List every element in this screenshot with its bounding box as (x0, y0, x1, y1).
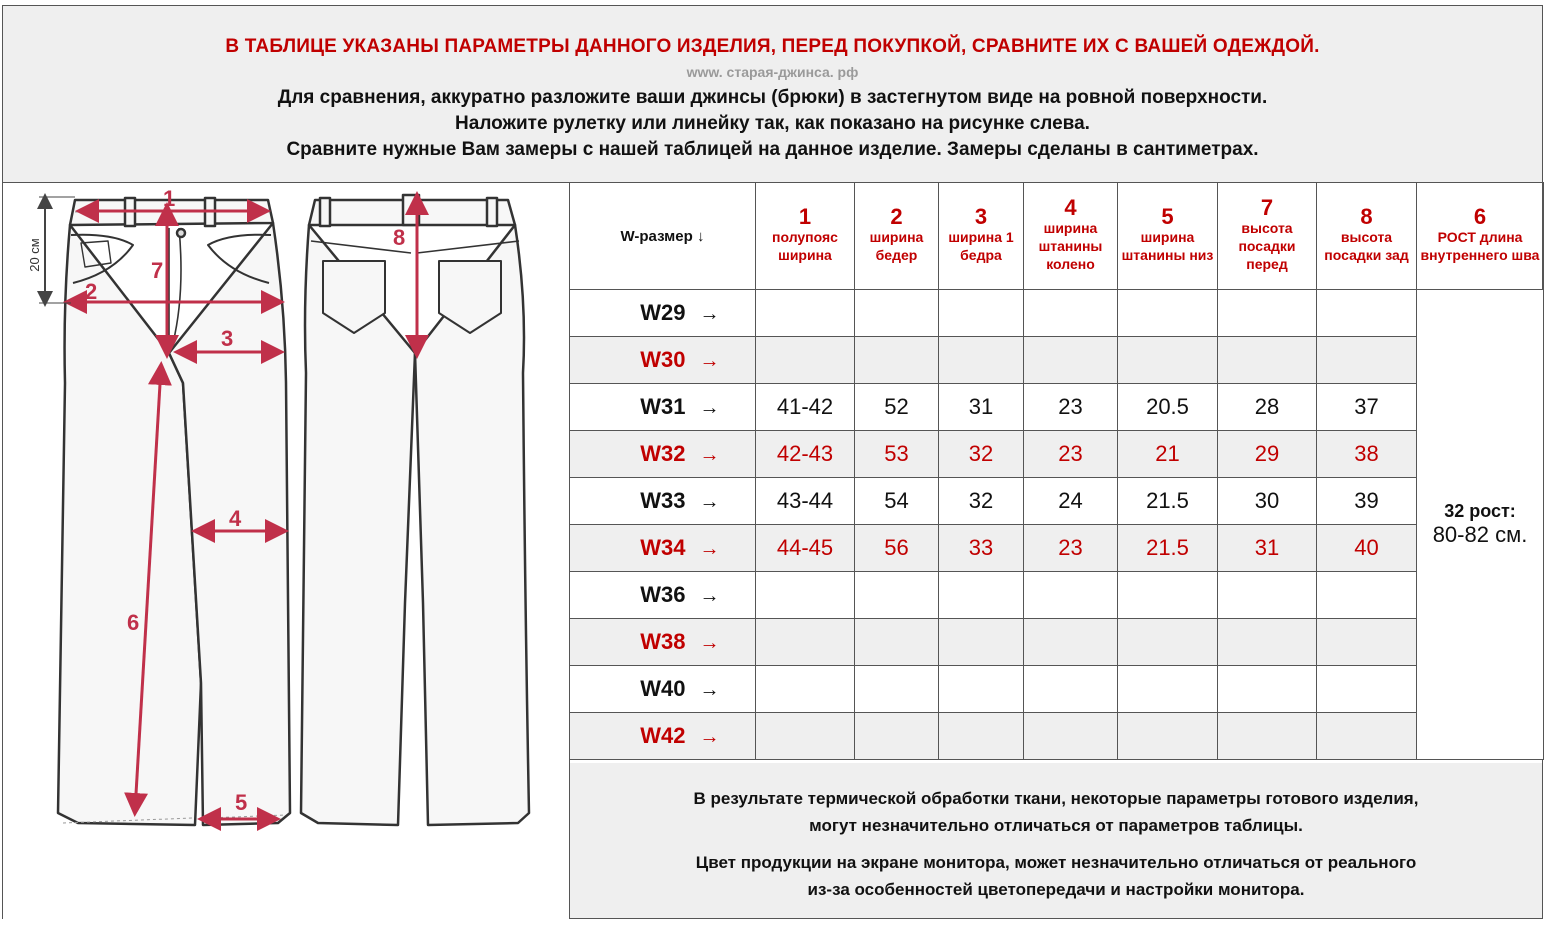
size-label: W32 (640, 441, 686, 466)
size-label: W33 (640, 488, 686, 513)
marker-7: 7 (151, 258, 164, 283)
back-view (301, 195, 529, 825)
measurement-cell: 32 (939, 431, 1024, 478)
measurement-cell: 30 (1218, 478, 1317, 525)
measurement-cell: 23 (1024, 384, 1118, 431)
arrow-right-icon: → (699, 397, 720, 419)
inseam-value: 80-82 см. (1432, 522, 1528, 547)
measurement-cell (1218, 290, 1317, 337)
measurement-cell (939, 290, 1024, 337)
measurement-diagram (3, 183, 570, 919)
jeans-illustration (3, 183, 569, 919)
size-column-header: W-размер ↓ (570, 183, 756, 290)
measurement-cell (1317, 619, 1417, 666)
warning-title: В ТАБЛИЦЕ УКАЗАНЫ ПАРАМЕТРЫ ДАННОГО ИЗДЕЛИЯ, ПЕРЕД ПОКУПКОЙ, СРАВНИТЕ ИХ С ВАШЕЙ ОДЕЖДОЙ. (225, 36, 1320, 57)
measurement-cell: 33 (939, 525, 1024, 572)
measurement-cell (1317, 713, 1417, 760)
measurement-cell: 31 (1218, 525, 1317, 572)
measurement-cell: 23 (1024, 525, 1118, 572)
size-cell (570, 290, 756, 337)
measurement-cell: 41-42 (756, 384, 855, 431)
size-cell (570, 572, 756, 619)
measurement-cell: 56 (855, 525, 939, 572)
measurement-cell (855, 666, 939, 713)
column-header: 8 высота посадки зад (1317, 183, 1417, 290)
arrow-right-icon: → (699, 632, 720, 654)
arrow-right-icon: → (699, 303, 720, 325)
disclaimer-line: Цвет продукции на экране монитора, может незначительно отличаться от реального (695, 853, 1417, 872)
measurement-cell (1317, 572, 1417, 619)
table-row (570, 431, 1544, 478)
measurement-cell (855, 713, 939, 760)
measurement-cell (1024, 572, 1118, 619)
table-row (570, 290, 1544, 337)
size-label: W31 (640, 394, 686, 419)
table-row (570, 713, 1544, 760)
measurement-cell: 31 (939, 384, 1024, 431)
measurement-cell (756, 619, 855, 666)
size-cell (570, 478, 756, 525)
measurement-cell: 20.5 (1118, 384, 1218, 431)
size-label: W29 (640, 300, 686, 325)
measurement-cell: 44-45 (756, 525, 855, 572)
measurement-cell (939, 619, 1024, 666)
measurement-cell: 54 (855, 478, 939, 525)
measurement-cell (1024, 290, 1118, 337)
measurement-cell: 53 (855, 431, 939, 478)
table-row (570, 337, 1544, 384)
arrow-right-icon: → (699, 350, 720, 372)
measurement-cell: 24 (1024, 478, 1118, 525)
measurement-cell (855, 290, 939, 337)
arrow-right-icon: → (699, 726, 720, 748)
measurement-cell: 42-43 (756, 431, 855, 478)
instruction-line-3: Сравните нужные Вам замеры с нашей таблицей на данное изделие. Замеры сделаны в сантиметрах. (286, 139, 1259, 160)
measurement-cell (1317, 290, 1417, 337)
column-header: 5 ширина штанины низ (1118, 183, 1218, 290)
size-label: W40 (640, 676, 686, 701)
marker-6: 6 (127, 610, 140, 635)
table-row (570, 666, 1544, 713)
measurement-cell (756, 713, 855, 760)
column-header: 2 ширина бедер (855, 183, 939, 290)
column-header: 4 ширина штанины колено (1024, 183, 1118, 290)
measurement-cell (1218, 666, 1317, 713)
measurement-cell (1024, 713, 1118, 760)
measurement-cell (1118, 572, 1218, 619)
arrow-right-icon: → (699, 585, 720, 607)
marker-8: 8 (393, 225, 406, 250)
instruction-line-1: Для сравнения, аккуратно разложите ваши джинсы (брюки) в застегнутом виде на ровной поверхности. (277, 87, 1268, 108)
table-row (570, 572, 1544, 619)
disclaimer-line: из-за особенностей цветопередачи и настройки монитора. (807, 880, 1305, 899)
measurement-cell (1118, 666, 1218, 713)
measurement-cell (1024, 337, 1118, 384)
measurement-cell (939, 666, 1024, 713)
table-row (570, 525, 1544, 572)
measurement-cell: 38 (1317, 431, 1417, 478)
measurement-cell (1218, 713, 1317, 760)
size-label: W36 (640, 582, 686, 607)
measurement-cell (1118, 337, 1218, 384)
measurement-cell (855, 572, 939, 619)
inseam-title: 32 рост: (1444, 501, 1516, 521)
size-cell (570, 337, 756, 384)
measurement-cell: 37 (1317, 384, 1417, 431)
arrow-right-icon: → (699, 444, 720, 466)
measurement-cell (756, 290, 855, 337)
disclaimer-footer (570, 763, 1542, 918)
measurement-cell (1024, 619, 1118, 666)
size-cell (570, 713, 756, 760)
measurement-cell (939, 713, 1024, 760)
marker-3: 3 (221, 326, 234, 351)
measurement-cell: 43-44 (756, 478, 855, 525)
instructions-header (3, 6, 1542, 183)
measurement-cell (1118, 290, 1218, 337)
measurement-cell (756, 337, 855, 384)
arrow-right-icon: → (699, 679, 720, 701)
disclaimer-line: В результате термической обработки ткани, некоторые параметры готового изделия, (693, 789, 1419, 808)
measurement-cell: 39 (1317, 478, 1417, 525)
size-label: W30 (640, 347, 686, 372)
measurement-cell (1024, 666, 1118, 713)
marker-2: 2 (85, 279, 98, 304)
measurement-cell (855, 337, 939, 384)
size-label: W38 (640, 629, 686, 654)
column-header: 6 РОСТ длина внутреннего шва (1417, 183, 1544, 290)
measurement-cell: 23 (1024, 431, 1118, 478)
size-cell (570, 384, 756, 431)
instruction-line-2: Наложите рулетку или линейку так, как показано на рисунке слева. (455, 113, 1090, 134)
measurement-cell (1317, 337, 1417, 384)
height-label: 20 см (27, 238, 42, 272)
measurement-cell (939, 337, 1024, 384)
measurement-cell: 32 (939, 478, 1024, 525)
measurement-cell (756, 572, 855, 619)
measurement-cell (939, 572, 1024, 619)
measurement-cell (1118, 713, 1218, 760)
marker-4: 4 (229, 506, 242, 531)
measurement-cell: 29 (1218, 431, 1317, 478)
arrow-right-icon: → (699, 538, 720, 560)
size-cell (570, 619, 756, 666)
size-cell (570, 525, 756, 572)
size-label: W42 (640, 723, 686, 748)
measurement-cell (1317, 666, 1417, 713)
disclaimer-line: могут незначительно отличаться от параметров таблицы. (809, 816, 1303, 835)
table-header-row (570, 183, 1544, 290)
arrow-right-icon: → (699, 491, 720, 513)
marker-1: 1 (163, 186, 176, 211)
measurement-cell (855, 619, 939, 666)
measurement-cell (1218, 337, 1317, 384)
measurement-cell: 21.5 (1118, 478, 1218, 525)
measurement-cell (1218, 619, 1317, 666)
size-cell (570, 666, 756, 713)
size-label: W34 (640, 535, 686, 560)
table-row (570, 619, 1544, 666)
column-header: 1 полупояс ширина (756, 183, 855, 290)
table-row (570, 384, 1544, 431)
size-cell (570, 431, 756, 478)
measurement-cell: 21.5 (1118, 525, 1218, 572)
measurement-cell: 28 (1218, 384, 1317, 431)
measurement-cell (756, 666, 855, 713)
measurement-cell (1118, 619, 1218, 666)
marker-5: 5 (235, 790, 248, 815)
column-header: 3 ширина 1 бедра (939, 183, 1024, 290)
measurement-cell: 21 (1118, 431, 1218, 478)
column-header: 7 высота посадки перед (1218, 183, 1317, 290)
measurement-cell: 40 (1317, 525, 1417, 572)
measurement-cell (1218, 572, 1317, 619)
table-row (570, 478, 1544, 525)
inseam-cell (1417, 290, 1544, 760)
measurement-cell: 52 (855, 384, 939, 431)
size-table (569, 182, 1544, 760)
site-url: www. старая-джинса. рф (686, 64, 859, 80)
